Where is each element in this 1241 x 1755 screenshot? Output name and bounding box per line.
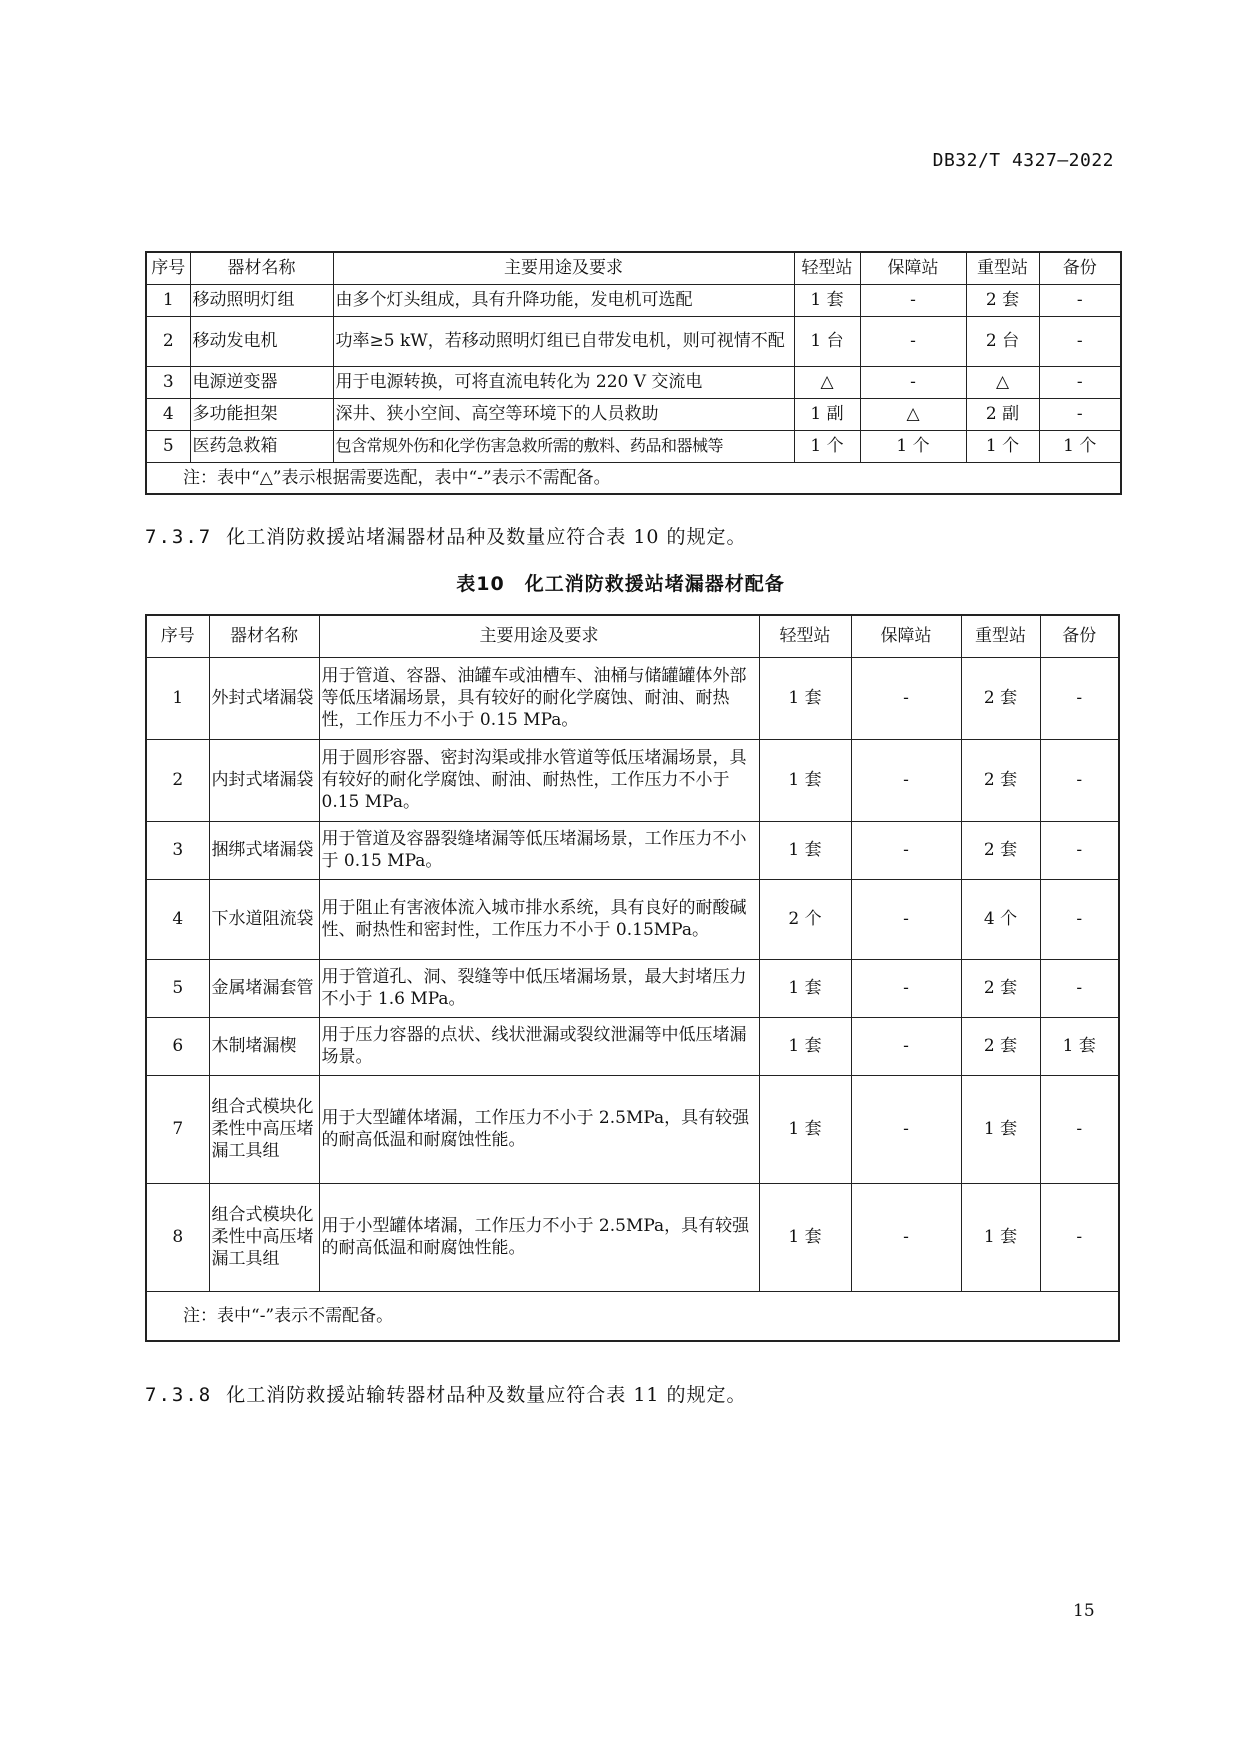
cell-backup: - [1040,1075,1119,1183]
cell-equipment-name: 内封式堵漏袋 [209,739,319,821]
cell-support-station: - [851,959,961,1017]
cell-support-station: - [851,1183,961,1291]
cell-heavy-station: 1 套 [961,1183,1040,1291]
cell-support-station: - [860,316,966,366]
cell-light-station: 1 套 [759,821,851,879]
cell-light-station: 1 套 [759,657,851,739]
cell-backup: 1 个 [1039,430,1121,462]
cell-index: 2 [146,739,209,821]
cell-heavy-station: 2 套 [961,657,1040,739]
cell-usage: 用于管道孔、洞、裂缝等中低压堵漏场景，最大封堵压力不小于 1.6 MPa。 [319,959,759,1017]
header-cell: 器材名称 [209,615,319,657]
table-row [146,1075,1119,1183]
header-cell: 主要用途及要求 [333,252,794,284]
header-cell: 备份 [1039,252,1121,284]
cell-usage: 用于压力容器的点状、线状泄漏或裂纹泄漏等中低压堵漏场景。 [319,1017,759,1075]
cell-index: 4 [146,398,190,430]
table-header-row [146,252,1121,284]
table-row [146,959,1119,1017]
cell-backup: - [1039,398,1121,430]
clause-number: 7.3.8 [145,1384,213,1406]
cell-support-station: - [851,1017,961,1075]
cell-backup: - [1040,739,1119,821]
cell-heavy-station: 2 套 [961,1017,1040,1075]
cell-backup: - [1040,821,1119,879]
cell-usage: 包含常规外伤和化学伤害急救所需的敷料、药品和器械等 [333,430,794,462]
cell-heavy-station: 2 套 [966,284,1039,316]
cell-usage: 用于圆形容器、密封沟渠或排水管道等低压堵漏场景，具有较好的耐化学腐蚀、耐油、耐热性，工作压力不小于 0.15 MPa。 [319,739,759,821]
table-row [146,879,1119,959]
cell-heavy-station: 2 副 [966,398,1039,430]
cell-light-station: 1 台 [794,316,860,366]
cell-support-station: - [851,1075,961,1183]
cell-index: 6 [146,1017,209,1075]
cell-equipment-name: 电源逆变器 [190,366,333,398]
cell-support-station: △ [860,398,966,430]
cell-support-station: - [860,284,966,316]
cell-index: 1 [146,657,209,739]
cell-usage: 用于小型罐体堵漏，工作压力不小于 2.5MPa，具有较强的耐高低温和耐腐蚀性能。 [319,1183,759,1291]
cell-equipment-name: 金属堵漏套管 [209,959,319,1017]
cell-light-station: 1 套 [759,959,851,1017]
cell-usage: 功率≥5 kW，若移动照明灯组已自带发电机，则可视情不配 [333,316,794,366]
cell-backup: - [1040,657,1119,739]
cell-index: 5 [146,430,190,462]
cell-usage: 深井、狭小空间、高空等环境下的人员救助 [333,398,794,430]
cell-backup: - [1040,879,1119,959]
cell-backup: 1 套 [1040,1017,1119,1075]
cell-support-station: - [851,657,961,739]
cell-backup: - [1039,316,1121,366]
cell-support-station: 1 个 [860,430,966,462]
cell-usage: 用于阻止有害液体流入城市排水系统，具有良好的耐酸碱性、耐热性和密封性，工作压力不小于 0.15MPa。 [319,879,759,959]
table-row [146,316,1121,366]
document-code: DB32/T 4327—2022 [932,150,1114,171]
table-row [146,739,1119,821]
cell-equipment-name: 组合式模块化柔性中高压堵漏工具组 [209,1075,319,1183]
table-note: 注：表中“△”表示根据需要选配，表中“-”表示不需配备。 [146,462,1121,494]
cell-equipment-name: 组合式模块化柔性中高压堵漏工具组 [209,1183,319,1291]
cell-equipment-name: 下水道阻流袋 [209,879,319,959]
table-row [146,366,1121,398]
table-row [146,1183,1119,1291]
cell-support-station: - [851,821,961,879]
cell-equipment-name: 木制堵漏楔 [209,1017,319,1075]
table-note: 注：表中“-”表示不需配备。 [146,1291,1119,1341]
table-note-row [146,462,1121,494]
cell-backup: - [1039,366,1121,398]
cell-index: 2 [146,316,190,366]
cell-light-station: 1 套 [759,739,851,821]
cell-light-station: 1 套 [759,1183,851,1291]
clause-number: 7.3.7 [145,526,213,548]
cell-index: 4 [146,879,209,959]
cell-usage: 用于管道、容器、油罐车或油槽车、油桶与储罐罐体外部等低压堵漏场景，具有较好的耐化学腐蚀、耐油、耐热性，工作压力不小于 0.15 MPa。 [319,657,759,739]
header-cell: 序号 [146,615,209,657]
cell-support-station: - [851,879,961,959]
table-10-caption: 表10 化工消防救援站堵漏器材配备 [456,573,785,595]
header-cell: 保障站 [851,615,961,657]
header-cell: 器材名称 [190,252,333,284]
cell-heavy-station: 2 套 [961,959,1040,1017]
cell-light-station: 1 套 [759,1075,851,1183]
cell-index: 3 [146,366,190,398]
cell-usage: 用于电源转换，可将直流电转化为 220 V 交流电 [333,366,794,398]
header-cell: 轻型站 [759,615,851,657]
cell-usage: 用于管道及容器裂缝堵漏等低压堵漏场景，工作压力不小于 0.15 MPa。 [319,821,759,879]
cell-heavy-station: 2 套 [961,739,1040,821]
header-cell: 轻型站 [794,252,860,284]
header-cell: 保障站 [860,252,966,284]
equipment-table-10 [145,614,1120,1342]
cell-heavy-station: 1 个 [966,430,1039,462]
cell-index: 3 [146,821,209,879]
cell-light-station: △ [794,366,860,398]
table-row [146,821,1119,879]
cell-heavy-station: 4 个 [961,879,1040,959]
cell-equipment-name: 医药急救箱 [190,430,333,462]
cell-equipment-name: 多功能担架 [190,398,333,430]
cell-light-station: 1 个 [794,430,860,462]
cell-index: 8 [146,1183,209,1291]
cell-usage: 用于大型罐体堵漏，工作压力不小于 2.5MPa，具有较强的耐高低温和耐腐蚀性能。 [319,1075,759,1183]
cell-light-station: 1 套 [759,1017,851,1075]
clause-7-3-8 [145,1380,747,1407]
cell-light-station: 1 套 [794,284,860,316]
table-row [146,1017,1119,1075]
cell-heavy-station: 2 台 [966,316,1039,366]
cell-backup: - [1040,1183,1119,1291]
page-number: 15 [1073,1601,1095,1621]
table-row [146,430,1121,462]
cell-equipment-name: 外封式堵漏袋 [209,657,319,739]
header-cell: 备份 [1040,615,1119,657]
table-row [146,284,1121,316]
header-cell: 主要用途及要求 [319,615,759,657]
cell-equipment-name: 捆绑式堵漏袋 [209,821,319,879]
header-cell: 序号 [146,252,190,284]
cell-heavy-station: 1 套 [961,1075,1040,1183]
clause-text: 化工消防救援站堵漏器材品种及数量应符合表 10 的规定。 [226,526,747,548]
table-row [146,398,1121,430]
cell-support-station: - [860,366,966,398]
cell-light-station: 2 个 [759,879,851,959]
cell-backup: - [1040,959,1119,1017]
cell-equipment-name: 移动照明灯组 [190,284,333,316]
header-cell: 重型站 [961,615,1040,657]
cell-index: 5 [146,959,209,1017]
cell-heavy-station: 2 套 [961,821,1040,879]
cell-backup: - [1039,284,1121,316]
equipment-table-9 [145,251,1122,495]
cell-support-station: - [851,739,961,821]
cell-heavy-station: △ [966,366,1039,398]
clause-text: 化工消防救援站输转器材品种及数量应符合表 11 的规定。 [226,1384,747,1406]
table-row [146,657,1119,739]
clause-7-3-7 [145,522,747,549]
table-header-row [146,615,1119,657]
cell-index: 7 [146,1075,209,1183]
cell-usage: 由多个灯头组成，具有升降功能，发电机可选配 [333,284,794,316]
cell-equipment-name: 移动发电机 [190,316,333,366]
header-cell: 重型站 [966,252,1039,284]
cell-index: 1 [146,284,190,316]
cell-light-station: 1 副 [794,398,860,430]
table-note-row [146,1291,1119,1341]
